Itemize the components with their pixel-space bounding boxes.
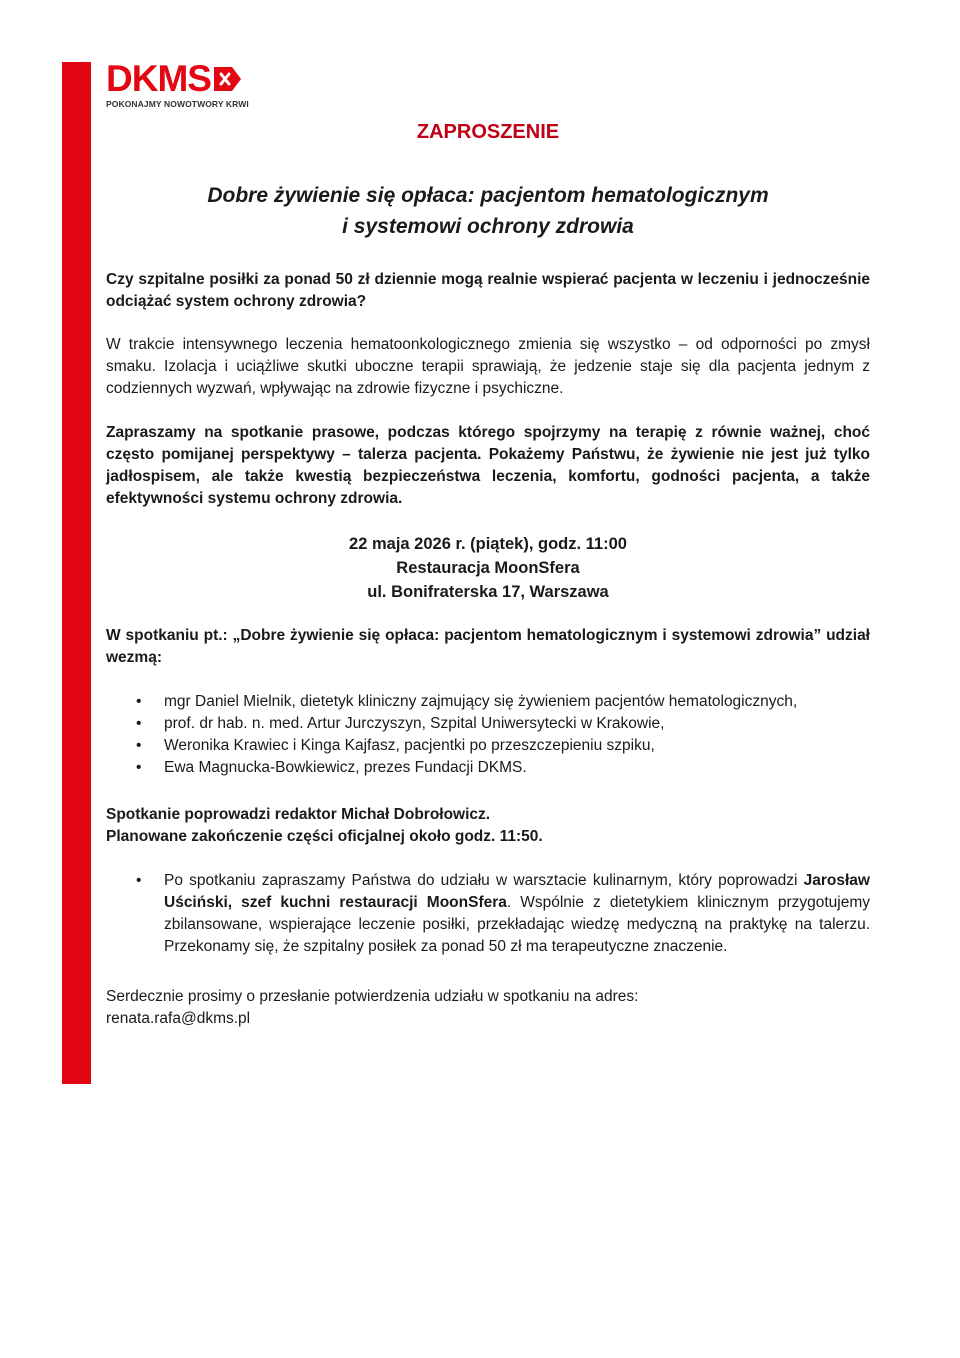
logo-brand: DKMS bbox=[106, 58, 211, 99]
workshop-list bbox=[106, 870, 870, 958]
list-item: • Ewa Magnucka-Bowkiewicz, prezes Fundacji DKMS. bbox=[106, 757, 870, 779]
rsvp-text: Serdecznie prosimy o przesłanie potwierdzenia udziału w spotkaniu na adres: bbox=[106, 988, 639, 1005]
list-item: • Weronika Krawiec i Kinga Kajfasz, pacjentki po przeszczepieniu szpiku, bbox=[106, 735, 870, 757]
event-address: ul. Bonifraterska 17, Warszawa bbox=[367, 583, 609, 601]
logo-tag-icon bbox=[212, 63, 242, 95]
paragraph-1: W trakcie intensywnego leczenia hematoonkologicznego zmienia się wszystko – od odporności po zmysł smaku. Izolacja i uciążliwe skutki uboczne terapii sprawiają, że jedzenie staje się dla pacjenta jednym z codziennych wyzwań, wpływając na zdrowie fizyczne i psychiczne. bbox=[106, 336, 870, 397]
intro-question: Czy szpitalne posiłki za ponad 50 zł dziennie mogą realnie wspierać pacjenta w leczeniu i jednocześnie odciążać system ochrony zdrowia? bbox=[106, 271, 870, 310]
bullet-icon: • bbox=[136, 715, 142, 732]
logo-tagline: POKONAJMY NOWOTWORY KRWI bbox=[106, 99, 249, 109]
event-date: 22 maja 2026 r. (piątek), godz. 11:00 bbox=[349, 535, 627, 553]
event-details bbox=[106, 532, 870, 604]
bullet-icon: • bbox=[136, 872, 142, 889]
subtitle-line-2: i systemowi ochrony zdrowia bbox=[342, 215, 634, 238]
rsvp-email[interactable]: renata.rafa@dkms.pl bbox=[106, 1010, 251, 1027]
speakers-intro: W spotkaniu pt.: „Dobre żywienie się opłaca: pacjentom hematologicznym i systemowi zdrowia” udział wezmą: bbox=[106, 627, 870, 666]
subtitle-line-1: Dobre żywienie się opłaca: pacjentom hematologicznym bbox=[207, 184, 769, 207]
list-item: • mgr Daniel Mielnik, dietetyk kliniczny zajmujący się żywieniem pacjentów hematologicznych, bbox=[106, 691, 870, 713]
red-side-bar bbox=[62, 62, 91, 1084]
bullet-icon: • bbox=[136, 737, 142, 754]
bullet-icon: • bbox=[136, 693, 142, 710]
paragraph-2: Zapraszamy na spotkanie prasowe, podczas którego spojrzymy na terapię z równie ważnej, choć często pomijanej perspektywy – talerza pacjenta. Pokażemy Państwu, że żywienie nie jest już tylko jadłospisem, ale także kwestią bezpieczeństwa leczenia, komfortu, godności pacjenta, a także efektywności systemu ochrony zdrowia. bbox=[106, 424, 870, 507]
end-line: Planowane zakończenie części oficjalnej około godz. 11:50. bbox=[106, 828, 543, 845]
host-line: Spotkanie poprowadzi redaktor Michał Dobrołowicz. bbox=[106, 806, 491, 823]
list-item: • prof. dr hab. n. med. Artur Jurczyszyn, Szpital Uniwersytecki w Krakowie, bbox=[106, 713, 870, 735]
event-venue: Restauracja MoonSfera bbox=[396, 559, 580, 577]
speakers-list bbox=[106, 691, 870, 779]
dkms-logo bbox=[106, 60, 276, 109]
document-title: ZAPROSZENIE bbox=[416, 121, 560, 143]
bullet-icon: • bbox=[136, 759, 142, 776]
chef-name: Jarosław Uściński, szef kuchni restauracji MoonSfera bbox=[164, 872, 870, 911]
document-subtitle bbox=[106, 180, 870, 242]
workshop-item: • Po spotkaniu zapraszamy Państwa do udziału w warsztacie kulinarnym, który poprowadzi Jarosław Uściński, szef kuchni restauracji MoonSfera. Wspólnie z dietetykiem klinicznym przygotujemy zbilansowane, wspierające leczenie posiłki, przekładając wiedzę medyczną na praktykę na talerzu. Przekonamy się, że szpitalny posiłek za ponad 50 zł ma terapeutyczne znaczenie. bbox=[136, 872, 870, 955]
